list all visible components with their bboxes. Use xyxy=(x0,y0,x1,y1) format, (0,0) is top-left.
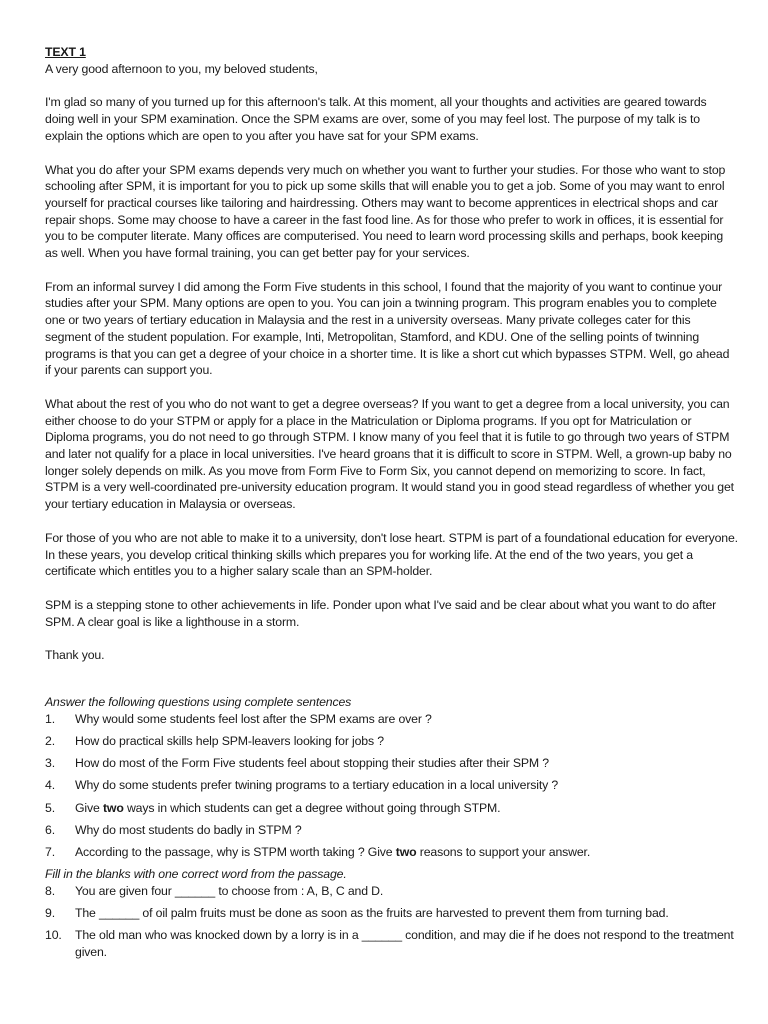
question-number: 6. xyxy=(45,822,55,837)
question-text-emphasis: two xyxy=(395,845,417,860)
question-text: Why would some students feel lost after the SPM exams are over ? xyxy=(75,711,432,726)
paragraph-1: I'm glad so many of you turned up for this afternoon's talk. At this moment, all your thoughts and activities are geared towards doing well in your SPM examination. Once the SPM exams are over, some of you may feel lost. The purpose of my talk is to explain the options which are open to you after you have sat for your SPM exams. xyxy=(45,95,707,143)
question-10 xyxy=(45,927,738,960)
question-9 xyxy=(45,905,738,922)
question-number: 8. xyxy=(45,883,55,898)
question-text: How do practical skills help SPM-leavers looking for jobs ? xyxy=(75,734,384,748)
section2-question-list xyxy=(45,883,738,961)
paragraph-4: What about the rest of you who do not want to get a degree overseas? If you want to get a degree from a local university, you can either choose to do your STPM or apply for a place in the Matriculation or Diploma programs. If you opt for Matriculation or Diploma programs, you do not need to go through STPM. I know many of you feel that it is futile to go through two years of STPM and later not qualify for a place in local universities. I've heard groans that it is difficult to score in STPM. Well, a grown-up baby no longer solely depends on milk. As you move from Form Five to Form Six, you cannot depend on memorizing to score. In fact, STPM is a very well-coordinated pre-university education program. It would stand you in good stead regardless of whether you get your tertiary education in Malaysia or overseas. xyxy=(45,396,734,512)
section1-instruction: Answer the following questions using complete sentences xyxy=(45,695,352,710)
closing: Thank you. xyxy=(45,648,105,663)
question-1 xyxy=(45,711,738,728)
section2-instruction: Fill in the blanks with one correct word from the passage. xyxy=(45,867,347,882)
paragraph-5: For those of you who are not able to make it to a university, don't lose heart. STPM is part of a foundational education for everyone. In these years, you develop critical thinking skills which prepares you for working life. At the end of the two years, you get a certificate which entitles you to a higher salary scale than an SPM-holder. xyxy=(45,530,738,579)
question-text-post: reasons to support your answer. xyxy=(416,845,591,860)
question-text-emphasis: two xyxy=(102,800,124,815)
question-6 xyxy=(45,822,738,839)
question-number: 5. xyxy=(45,800,55,815)
question-number: 10. xyxy=(45,928,62,943)
question-text: How do most of the Form Five students feel about stopping their studies after their SPM ? xyxy=(75,756,549,771)
section1-question-list xyxy=(45,711,738,861)
question-text: The old man who was knocked down by a lorry is in a ______ condition, and may die if he does not respond to the treatment given. xyxy=(75,928,734,960)
question-text-post: ways in which students can get a degree without going through STPM. xyxy=(123,800,501,815)
greeting: A very good afternoon to you, my beloved students, xyxy=(45,61,318,76)
paragraph-6: SPM is a stepping stone to other achievements in life. Ponder upon what I've said and be clear about what you want to do after SPM. A clear goal is like a lighthouse in a storm. xyxy=(45,597,717,629)
question-8 xyxy=(45,883,738,900)
question-3 xyxy=(45,755,738,772)
question-2 xyxy=(45,733,738,750)
question-number: 3. xyxy=(45,756,55,771)
question-number: 2. xyxy=(45,734,55,748)
question-text: Why do some students prefer twining programs to a tertiary education in a local university ? xyxy=(75,778,559,793)
question-number: 1. xyxy=(45,711,55,726)
document-title: TEXT 1 xyxy=(45,45,86,59)
question-text: Why do most students do badly in STPM ? xyxy=(75,822,302,837)
question-number: 4. xyxy=(45,778,55,793)
paragraph-2: What you do after your SPM exams depends very much on whether you want to further your studies. For those who want to stop schooling after SPM, it is important for you to pick up some skills that will enable you to get a job. Some of you may want to enrol yourself for practical courses like tailoring and hairdressing. Others may want to become apprentices in electrical shops and car repair shops. Some may choose to have a career in the fast food line. As for those who prefer to work in offices, it is essential for you to be computer literate. Many offices are computerised. You need to learn word processing skills and perhaps, book keeping as well. When you have formal training, you can get better pay for your services. xyxy=(45,162,726,261)
paragraph-3: From an informal survey I did among the Form Five students in this school, I found that the majority of you want to continue your studies after your SPM. Many options are open to you. You can join a twinning program. This program enables you to complete one or two years of tertiary education in Malaysia and the rest in a university overseas. Many private colleges cater for this segment of the student population. For example, Inti, Metropolitan, Stamford, and KDU. One of the selling points of twinning programs is that you can get a degree of your choice in a shorter time. It is like a short cut which bypasses STPM. Well, go ahead if your parents can support you. xyxy=(45,279,730,378)
question-text-pre: Give xyxy=(75,800,103,815)
question-text xyxy=(75,800,738,817)
question-text-pre: According to the passage, why is STPM worth taking ? Give xyxy=(75,845,396,860)
question-text: You are given four ______ to choose from : A, B, C and D. xyxy=(75,883,384,898)
question-number: 7. xyxy=(45,845,55,860)
question-number: 9. xyxy=(45,906,55,921)
question-text: The ______ of oil palm fruits must be done as soon as the fruits are harvested to prevent them from turning bad. xyxy=(75,906,669,921)
question-4 xyxy=(45,777,738,794)
question-text xyxy=(75,844,738,861)
question-7 xyxy=(45,844,738,861)
question-5 xyxy=(45,800,738,817)
